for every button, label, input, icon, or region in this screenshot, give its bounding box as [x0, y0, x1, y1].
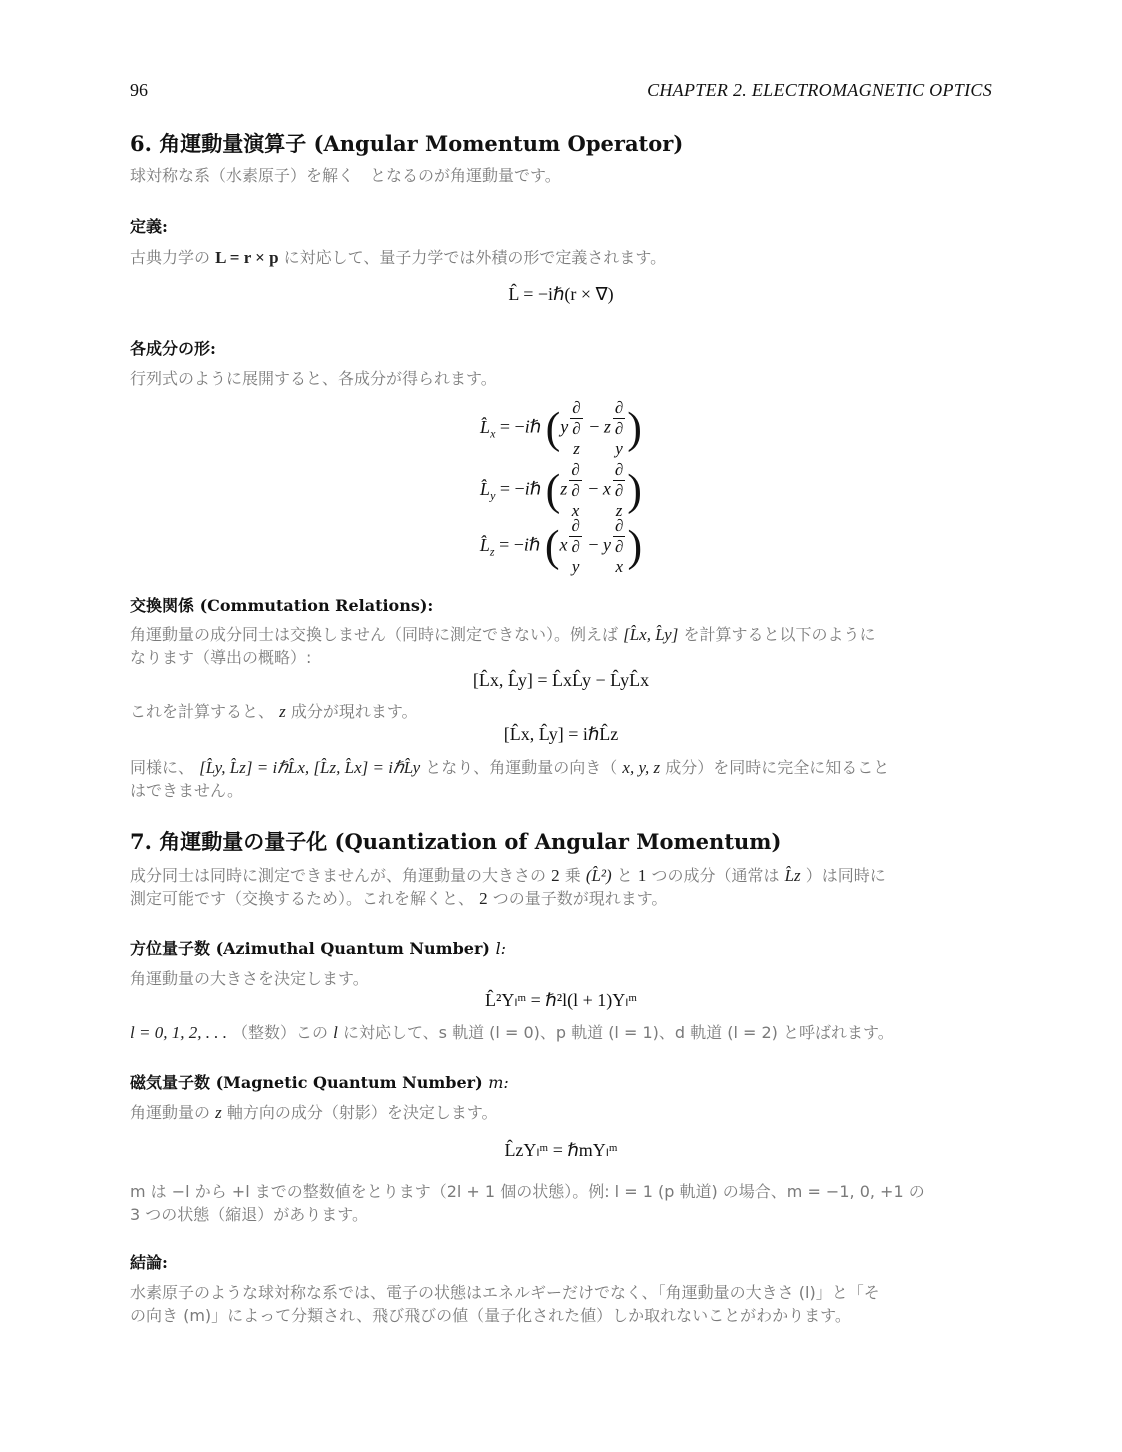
section-6-title: 6. 角運動量演算子 (Angular Momentum Operator)	[130, 131, 684, 156]
azimuthal-heading: 方位量子数 (Azimuthal Quantum Number) l:	[130, 939, 507, 958]
running-header	[130, 80, 992, 104]
magnetic-heading: 磁気量子数 (Magnetic Quantum Number) m:	[130, 1073, 509, 1092]
commutation-calc-text: これを計算すると、 z 成分が現れます。	[130, 702, 418, 721]
chapter-title: CHAPTER 2. ELECTROMAGNETIC OPTICS	[647, 80, 992, 100]
commutation-heading: 交換関係 (Commutation Relations):	[130, 596, 434, 615]
equation-lz: $L̂_z$ = −iℏ (x ∂ ∂ y − y ∂ ∂ x )	[479, 516, 643, 576]
conclusion-heading: 結論:	[130, 1253, 168, 1272]
azimuthal-text: 角運動量の大きさを決定します。	[130, 969, 369, 988]
definition-heading: 定義:	[130, 217, 168, 236]
section-6-intro: 球対称な系（水素原子）を解く となるのが角運動量です。	[130, 166, 561, 185]
equation-commutator-result: [L̂x, L̂y] = iℏL̂z	[503, 724, 619, 744]
equation-lx: $L̂_x$ = −iℏ (y ∂ ∂ z − z ∂ ∂ y )	[480, 398, 642, 458]
section-7-title: 7. 角運動量の量子化 (Quantization of Angular Momentum)	[130, 829, 782, 854]
components-heading: 各成分の形:	[130, 339, 216, 358]
classical-l-formula: L = r × p	[215, 248, 279, 267]
azimuthal-values-text: l = 0, 1, 2, . . . （整数）この l に対応して、s 軌道 (l = 0)、p 軌道 (l = 1)、d 軌道 (l = 2) と呼ばれます。	[130, 1023, 894, 1042]
equation-l-operator: L̂ = −iℏ(r × ∇)	[508, 284, 614, 304]
conclusion-text: 水素原子のような球対称な系では、電子の状態はエネルギーだけでなく、「角運動量の大きさ (l)」と「そ の向き (m)」によって分類され、飛び飛びの値（量子化された値）しか取れないことがわかります。	[130, 1283, 880, 1325]
equation-magnetic: L̂zYₗᵐ = ℏmYₗᵐ	[504, 1140, 618, 1160]
similar-relations-text: 同様に、 [L̂y, L̂z] = iℏL̂x, [L̂z, L̂x] = iℏL̂y となり、角運動量の向き（ x, y, z 成分）を同時に完全に知ること はできません。	[130, 758, 890, 800]
magnetic-text: 角運動量の z 軸方向の成分（射影）を決定します。	[130, 1103, 498, 1122]
equation-commutator-def: [L̂x, L̂y] = L̂xL̂y − L̂yL̂x	[472, 670, 650, 690]
magnetic-values-text: m は −l から +l までの整数値をとります（2l + 1 個の状態）。例: l = 1 (p 軌道) の場合、m = −1, 0, +1 の 3 つの状態（縮退）があります。	[130, 1182, 925, 1224]
definition-text: 古典力学の L = r × p に対応して、量子力学では外積の形で定義されます。	[130, 248, 667, 267]
commutation-text: 角運動量の成分同士は交換しません（同時に測定できない）。例えば [L̂x, L̂y] を計算すると以下のように なります（導出の概略）:	[130, 625, 876, 667]
equation-ly: $L̂_y$ = −iℏ (z ∂ ∂ x − x ∂ ∂ z )	[480, 460, 642, 520]
section-7-intro: 成分同士は同時に測定できませんが、角運動量の大きさの 2 乗 (L̂²) と 1 つの成分（通常は L̂z ）は同時に 測定可能です（交換するため）。これを解くと、 2 つの量子数が現れます。	[130, 866, 886, 908]
page-number: 96	[130, 80, 148, 100]
equation-azimuthal: L̂²Yₗᵐ = ℏ²l(l + 1)Yₗᵐ	[484, 990, 638, 1010]
components-text: 行列式のように展開すると、各成分が得られます。	[130, 369, 497, 388]
